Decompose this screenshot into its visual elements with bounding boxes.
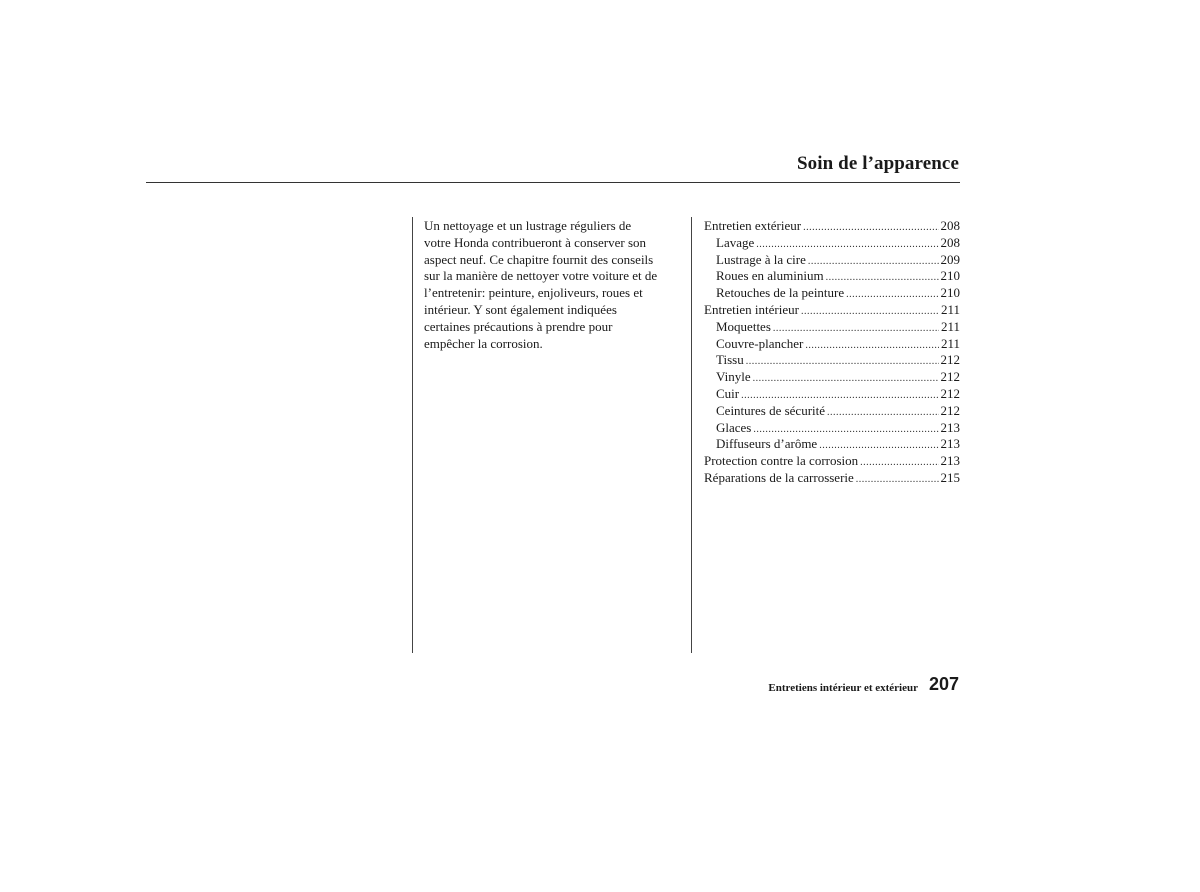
toc-entry-aluminum-wheels[interactable] [704, 268, 960, 285]
intro-line: l’entretenir: peinture, enjoliveurs, roues et [424, 285, 643, 301]
toc-entry-leather[interactable] [704, 386, 960, 403]
intro-paragraph [424, 218, 682, 352]
table-of-contents [704, 218, 960, 487]
toc-page: 210 [940, 268, 960, 284]
toc-label: Ceintures de sécurité [716, 402, 826, 418]
toc-label: Lavage [716, 234, 755, 250]
toc-page: 212 [940, 402, 960, 418]
toc-label: Couvre-plancher [716, 335, 804, 351]
intro-line: intérieur. Y sont également indiquées [424, 301, 617, 317]
toc-label: Entretien intérieur [704, 301, 799, 317]
intro-line: Un nettoyage et un lustrage réguliers de [424, 218, 632, 233]
toc-leader [856, 472, 939, 489]
toc-leader [746, 354, 939, 371]
footer-page-number: 207 [928, 674, 959, 694]
toc-leader [827, 405, 938, 422]
toc-label: Protection contre la corrosion [704, 453, 859, 469]
column-divider-middle [691, 217, 692, 653]
intro-line: votre Honda contribueront à conserver son [424, 234, 647, 250]
toc-page: 213 [940, 419, 960, 435]
toc-page: 211 [940, 335, 960, 351]
toc-label: Réparations de la carrosserie [704, 469, 854, 485]
toc-entry-washing[interactable] [704, 235, 960, 252]
toc-leader [803, 220, 938, 237]
toc-entry-exterior[interactable] [704, 218, 960, 235]
toc-entry-carpets[interactable] [704, 319, 960, 336]
toc-label: Tissu [716, 352, 744, 368]
intro-line: sur la manière de nettoyer votre voiture et de [424, 268, 658, 284]
toc-entry-seat-belts[interactable] [704, 403, 960, 420]
toc-page: 210 [940, 285, 960, 301]
toc-label: Roues en aluminium [716, 268, 824, 284]
intro-line: aspect neuf. Ce chapitre fournit des conseils [424, 251, 654, 267]
toc-label: Lustrage à la cire [716, 251, 806, 267]
toc-entry-interior[interactable] [704, 302, 960, 319]
toc-page: 211 [940, 301, 960, 317]
intro-line: empêcher la corrosion. [424, 335, 543, 351]
toc-page: 213 [940, 453, 960, 469]
toc-leader [805, 338, 939, 355]
toc-leader [808, 254, 939, 271]
toc-label: Moquettes [716, 318, 771, 334]
toc-entry-body-repairs[interactable] [704, 470, 960, 487]
toc-entry-floor-mats[interactable] [704, 336, 960, 353]
toc-leader [801, 304, 939, 321]
toc-label: Cuir [716, 385, 740, 401]
toc-leader [846, 287, 938, 304]
toc-label: Entretien extérieur [704, 218, 802, 233]
section-title: Soin de l’apparence [796, 153, 959, 174]
toc-leader [860, 455, 938, 472]
toc-label: Retouches de la peinture [716, 285, 845, 301]
column-divider-left [412, 217, 413, 653]
toc-entry-air-fresheners[interactable] [704, 436, 960, 453]
footer-section-name: Entretiens intérieur et extérieur [768, 682, 918, 694]
toc-label: Vinyle [716, 369, 751, 385]
toc-page: 208 [940, 218, 960, 233]
toc-page: 211 [940, 318, 960, 334]
toc-page: 215 [940, 469, 960, 485]
toc-page: 213 [940, 436, 960, 452]
toc-entry-vinyl[interactable] [704, 369, 960, 386]
toc-entry-paint-touchup[interactable] [704, 285, 960, 302]
toc-page: 208 [940, 234, 960, 250]
toc-entry-waxing[interactable] [704, 252, 960, 269]
toc-label: Diffuseurs d’arôme [716, 436, 818, 452]
toc-entry-corrosion-protection[interactable] [704, 453, 960, 470]
intro-line: certaines précautions à prendre pour [424, 318, 613, 334]
toc-label: Glaces [716, 419, 752, 435]
toc-entry-fabric[interactable] [704, 352, 960, 369]
toc-page: 212 [940, 385, 960, 401]
toc-leader [753, 371, 939, 388]
header-rule [146, 182, 960, 183]
toc-entry-windows[interactable] [704, 420, 960, 437]
toc-page: 212 [940, 369, 960, 385]
toc-page: 209 [940, 251, 960, 267]
toc-page: 212 [940, 352, 960, 368]
